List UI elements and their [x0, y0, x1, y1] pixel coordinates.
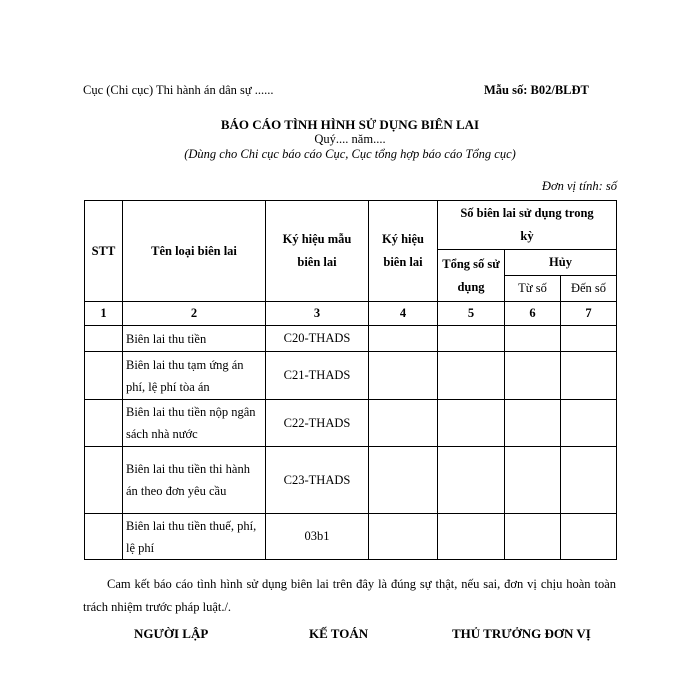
- signature-accountant: KẾ TOÁN: [309, 626, 369, 641]
- receipt-symbol-cell: [369, 514, 438, 560]
- to-no-cell: [561, 400, 617, 447]
- column-number: 2: [123, 302, 266, 326]
- column-number: 5: [438, 302, 505, 326]
- form-code: Mẫu số: B02/BLĐT: [484, 83, 589, 97]
- header-name: Tên loại biên lai: [123, 201, 266, 302]
- usage-note: (Dùng cho Chi cục báo cáo Cục, Cục tổng hợp báo cáo Tổng cục): [184, 147, 516, 161]
- receipt-type-name: Biên lai thu tiền thuế, phí, lệ phí: [123, 514, 266, 560]
- total-used-cell: [438, 447, 505, 514]
- report-period: Quý.... năm....: [314, 132, 386, 146]
- receipt-type-name: Biên lai thu tạm ứng án phí, lệ phí tòa án: [123, 352, 266, 400]
- from-no-cell: [505, 326, 561, 352]
- table-row: [85, 326, 617, 352]
- column-number: 6: [505, 302, 561, 326]
- stt-cell: [85, 514, 123, 560]
- receipt-form-symbol: 03b1: [266, 514, 369, 560]
- report-title: BÁO CÁO TÌNH HÌNH SỬ DỤNG BIÊN LAI: [220, 117, 480, 132]
- signature-head: THỦ TRƯỞNG ĐƠN VỊ: [452, 626, 591, 641]
- receipt-symbol-cell: [369, 352, 438, 400]
- total-used-cell: [438, 400, 505, 447]
- total-used-cell: [438, 514, 505, 560]
- receipt-form-symbol: C21-THADS: [266, 352, 369, 400]
- header-from-no: Từ số: [505, 276, 561, 302]
- column-number-row: [85, 302, 617, 326]
- to-no-cell: [561, 352, 617, 400]
- from-no-cell: [505, 447, 561, 514]
- receipt-symbol-cell: [369, 326, 438, 352]
- signature-preparer: NGƯỜI LẬP: [134, 626, 209, 641]
- column-number: 7: [561, 302, 617, 326]
- from-no-cell: [505, 400, 561, 447]
- receipt-form-symbol: C22-THADS: [266, 400, 369, 447]
- receipt-type-name: Biên lai thu tiền thi hành án theo đơn yêu cầu: [123, 447, 266, 514]
- stt-cell: [85, 447, 123, 514]
- stt-cell: [85, 400, 123, 447]
- receipt-symbol-cell: [369, 447, 438, 514]
- unit-label: Đơn vị tính: số: [541, 179, 617, 193]
- header-total-used: Tổng số sử dụng: [438, 250, 505, 302]
- to-no-cell: [561, 326, 617, 352]
- to-no-cell: [561, 514, 617, 560]
- header-form-symbol: Ký hiệu mẫu biên lai: [266, 201, 369, 302]
- column-number: 3: [266, 302, 369, 326]
- receipt-form-symbol: C23-THADS: [266, 447, 369, 514]
- header-to-no: Đến số: [561, 276, 617, 302]
- stt-cell: [85, 352, 123, 400]
- receipt-form-symbol: C20-THADS: [266, 326, 369, 352]
- header-used-in-period: Số biên lai sử dụng trong kỳ: [438, 201, 617, 250]
- table-row: [85, 352, 617, 400]
- receipt-type-name: Biên lai thu tiền nộp ngân sách nhà nước: [123, 400, 266, 447]
- table-row: [85, 514, 617, 560]
- column-number: 4: [369, 302, 438, 326]
- stt-cell: [85, 326, 123, 352]
- from-no-cell: [505, 514, 561, 560]
- from-no-cell: [505, 352, 561, 400]
- table-row: [85, 400, 617, 447]
- header-symbol: Ký hiệu biên lai: [369, 201, 438, 302]
- receipt-usage-table: [84, 200, 617, 560]
- to-no-cell: [561, 447, 617, 514]
- header-stt: STT: [85, 201, 123, 302]
- header-cancelled: Hủy: [505, 250, 617, 276]
- receipt-type-name: Biên lai thu tiền: [123, 326, 266, 352]
- total-used-cell: [438, 326, 505, 352]
- total-used-cell: [438, 352, 505, 400]
- receipt-symbol-cell: [369, 400, 438, 447]
- column-number: 1: [85, 302, 123, 326]
- commitment-statement: Cam kết báo cáo tình hình sử dụng biên lai trên đây là đúng sự thật, nếu sai, đơn vị chịu hoàn toàn trách nhiệm trước pháp luật./.: [83, 577, 616, 614]
- agency-name: Cục (Chi cục) Thi hành án dân sự ......: [83, 83, 274, 97]
- table-row: [85, 447, 617, 514]
